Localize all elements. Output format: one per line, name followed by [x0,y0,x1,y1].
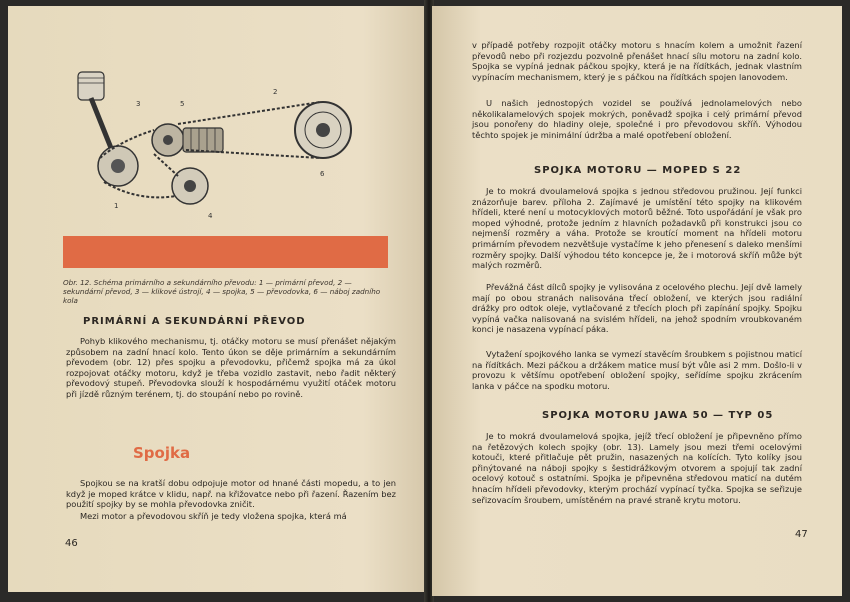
paragraph-s22-1: Je to mokrá dvoulamelová spojka s jednou středovou pružinou. Její funkci znázorňuje barev. příloha 2. Zajímavé je umístění této spojky na klikovém hřídeli, které není u motocyklových motorů běžné. Toto uspořádání je však pro moped výhodné, protože jedním z hlavních požadavků při konstrukci jsou co nejmenší rozměry a váha. Protože se kroutící moment na hřídeli motoru primárním převodem nezvětšuje vystačíme k jeho přenesení s daleko menšími rozměry spojky. Další výhodou této koncepce je, že i motorová skříň může být malých rozměrů. [472,186,802,271]
gearbox-icon [183,128,223,152]
right-page [432,6,842,596]
heading-primary-secondary: PRIMÁRNÍ A SEKUNDÁRNÍ PŘEVOD [83,316,306,327]
figure-label-4: 4 [208,212,213,220]
paragraph-s22-2: Převážná část dílců spojky je vylisována z ocelového plechu. Její dvě lamely mají po obou stranách nalisována třecí obložení, ve kterých jsou radiální drážky pro odtok oleje, vytlačované z třecích ploch při zapínání spojky. Spojku vypíná vačka nalisovaná na svislém hřídeli, na jehož spodním vroubkovaném konci je nasazena vypínací páka. [472,282,802,335]
paragraph-spojka-1: Spojkou se na kratší dobu odpojuje motor od hnané části mopedu, a to jen když je moped krátce v klidu, např. na křižovatce nebo při řazení. Řazením bez použití spojky by se mohla převodovka zničit. [66,478,396,510]
paragraph-jawa: Je to mokrá dvoulamelová spojka, jejíž třecí obložení je připevněno přímo na řetězových kolech spojky (obr. 13). Lamely jsou mezi třemi ocelovými kotouči, které přitlačuje pět pružin, nasazených na kolících. Tyto kolíky jsou přinýtované na náboji spojky s šestidrážkovým otvorem a spojují tak zadní ocelový kotouč s ostatními. Spojka je připevněna středovou maticí na dutém hnacím hřídeli převodovky, kterým prochází vypínací tyčka. Spojka se seřizuje seřizovacím šroubem, umístěném na pravé straně krytu motoru. [472,431,802,505]
figure-label-5: 5 [180,100,185,108]
page-number-right: 47 [795,529,808,540]
paragraph-top-1: v případě potřeby rozpojit otáčky motoru s hnacím kolem a umožnit řazení převodů nebo při rozjezdu pozvolně přenášet hnací sílu motoru na zadní kolo. Spojka se vypíná jednak páčkou spojky, která je na řídítkách, jednak vlastním vypínacím mechanismem, který je s páčkou na řídítkách spojen lanovodem. [472,40,802,82]
figure-label-2: 2 [273,88,278,96]
heading-spojka: Spojka [133,444,191,462]
color-plate-band [63,236,388,268]
heading-spojka-s22: SPOJKA MOTORU — MOPED S 22 [534,165,742,176]
paragraph-s22-3: Vytažení spojkového lanka se vymezí stavěcím šroubkem s pojistnou maticí na řídítkách. Mezi páčkou a držákem matice musí být vůle asi 2 mm. Došlo-li v provozu k většímu opotřebení obložení spojky, seřídíme spojku zkrácením lanka v páčce na spodku motoru. [472,349,802,391]
paragraph-primary: Pohyb klikového mechanismu, tj. otáčky motoru se musí přenášet nějakým způsobem na zadní hnací kolo. Tento úkon se děje primárním a sekundárním převodem (obr. 12) přes spojku a převodovku, přičemž spojka má za úkol rozpojovat otáčky motoru, když je třeba vozidlo zastavit, nebo řadit některý převodový stupeň. Převodovka slouží k hospodárnému využití otáček motoru při jízdě různým terénem, tj. do stoupání nebo po rovině. [66,336,396,399]
figure-label-6: 6 [320,170,325,178]
paragraph-top-2: U našich jednostopých vozidel se používá jednolamelových nebo několikalamelových spojek mokrých, poněvadž spojka i celý primární převod jsou ponořeny do hladiny oleje, společné i pro převodovou skříň. Výhodou těchto spojek je minimální údržba a malé opotřebení obložení. [472,98,802,140]
left-page [8,6,426,592]
page-number-left: 46 [65,538,78,549]
heading-spojka-jawa: SPOJKA MOTORU JAWA 50 — TYP 05 [542,410,774,421]
paragraph-spojka-2: Mezi motor a převodovou skříň je tedy vložena spojka, která má [80,511,347,521]
figure-label-1: 1 [114,202,119,210]
figure-caption: Obr. 12. Schéma primárního a sekundárního převodu: 1 — primární převod, 2 — sekundární převod, 3 — klikové ústrojí, 4 — spojka, 5 — převodovka, 6 — náboj zadního kola [63,278,381,305]
piston-icon [78,72,113,153]
drivetrain-diagram [58,58,378,228]
figure-label-3: 3 [136,100,141,108]
